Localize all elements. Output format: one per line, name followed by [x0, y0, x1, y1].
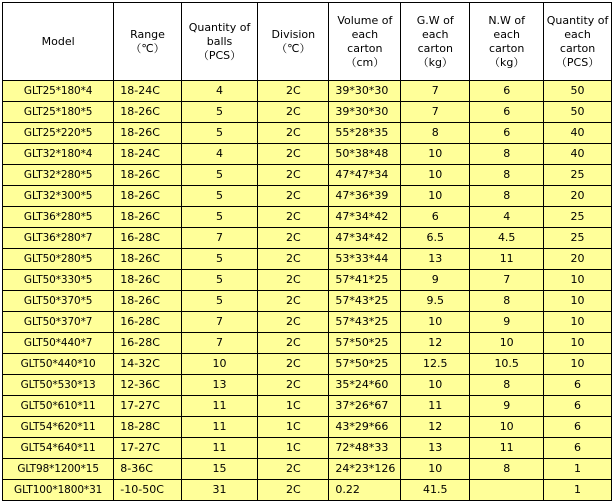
quantity-cell: 1	[544, 459, 612, 480]
header-model-line: Model	[41, 34, 75, 48]
range-cell: 18-26C	[114, 249, 181, 270]
volume-cell: 39*30*30	[329, 81, 401, 102]
balls-cell: 10	[181, 354, 258, 375]
balls-cell: 5	[181, 207, 258, 228]
header-volume-line: each	[351, 27, 379, 41]
gross-weight-cell: 12	[401, 333, 470, 354]
quantity-cell: 6	[544, 375, 612, 396]
quantity-cell: 6	[544, 438, 612, 459]
model-cell: GLT50*610*11	[3, 396, 114, 417]
volume-cell: 47*34*42	[329, 207, 401, 228]
header-net-weight	[470, 3, 544, 81]
quantity-cell: 10	[544, 312, 612, 333]
gross-weight-cell: 12	[401, 417, 470, 438]
model-cell: GLT50*370*7	[3, 312, 114, 333]
balls-cell: 11	[181, 438, 258, 459]
range-cell: 18-28C	[114, 417, 181, 438]
range-cell: 8-36C	[114, 459, 181, 480]
model-cell: GLT32*300*5	[3, 186, 114, 207]
header-row	[3, 3, 612, 81]
volume-cell: 47*36*39	[329, 186, 401, 207]
model-cell: GLT100*1800*31	[3, 480, 114, 501]
net-weight-cell: 8	[470, 375, 544, 396]
quantity-cell: 20	[544, 249, 612, 270]
header-nw-line: （kg）	[489, 55, 525, 69]
model-cell: GLT32*280*5	[3, 165, 114, 186]
balls-cell: 5	[181, 123, 258, 144]
header-gw-line: （kg）	[417, 55, 453, 69]
range-cell: 17-27C	[114, 396, 181, 417]
balls-cell: 4	[181, 144, 258, 165]
table-row	[3, 354, 612, 375]
range-cell: 18-26C	[114, 270, 181, 291]
header-range-line: Range	[130, 27, 165, 41]
header-nw-line: each	[493, 27, 520, 41]
volume-cell: 47*47*34	[329, 165, 401, 186]
range-cell: 12-36C	[114, 375, 181, 396]
volume-cell: 53*33*44	[329, 249, 401, 270]
volume-cell: 72*48*33	[329, 438, 401, 459]
division-cell: 2C	[258, 312, 329, 333]
table-row	[3, 102, 612, 123]
model-cell: GLT32*180*4	[3, 144, 114, 165]
range-cell: 18-26C	[114, 207, 181, 228]
division-cell: 2C	[258, 144, 329, 165]
balls-cell: 11	[181, 396, 258, 417]
range-cell: 18-26C	[114, 102, 181, 123]
header-quantity	[544, 3, 612, 81]
header-qty-line: （PCS）	[555, 55, 600, 69]
model-cell: GLT50*440*10	[3, 354, 114, 375]
table-body	[3, 81, 612, 501]
range-cell: 18-24C	[114, 81, 181, 102]
net-weight-cell: 6	[470, 102, 544, 123]
model-cell: GLT25*180*5	[3, 102, 114, 123]
gross-weight-cell: 8	[401, 123, 470, 144]
table-row	[3, 144, 612, 165]
division-cell: 2C	[258, 81, 329, 102]
table-row	[3, 249, 612, 270]
header-balls-line: balls	[206, 34, 233, 48]
division-cell: 2C	[258, 459, 329, 480]
gross-weight-cell: 6.5	[401, 228, 470, 249]
table-row	[3, 228, 612, 249]
table-row	[3, 417, 612, 438]
volume-cell: 57*50*25	[329, 333, 401, 354]
quantity-cell: 50	[544, 102, 612, 123]
model-cell: GLT50*330*5	[3, 270, 114, 291]
table-row	[3, 333, 612, 354]
table-row	[3, 207, 612, 228]
quantity-cell: 10	[544, 354, 612, 375]
volume-cell: 47*34*42	[329, 228, 401, 249]
division-cell: 2C	[258, 333, 329, 354]
model-cell: GLT50*370*5	[3, 291, 114, 312]
volume-cell: 37*26*67	[329, 396, 401, 417]
header-nw-line: N.W of	[488, 13, 526, 27]
model-cell: GLT25*220*5	[3, 123, 114, 144]
net-weight-cell	[470, 480, 544, 501]
balls-cell: 7	[181, 333, 258, 354]
division-cell: 2C	[258, 102, 329, 123]
volume-cell: 57*50*25	[329, 354, 401, 375]
net-weight-cell: 11	[470, 438, 544, 459]
table-row	[3, 480, 612, 501]
header-balls	[181, 3, 258, 81]
header-volume-line: Volume of	[337, 13, 393, 27]
balls-cell: 4	[181, 81, 258, 102]
header-qty-line: carton	[559, 41, 596, 55]
division-cell: 2C	[258, 270, 329, 291]
model-cell: GLT54*640*11	[3, 438, 114, 459]
specifications-table	[2, 2, 612, 501]
net-weight-cell: 10.5	[470, 354, 544, 375]
model-cell: GLT98*1200*15	[3, 459, 114, 480]
gross-weight-cell: 41.5	[401, 480, 470, 501]
division-cell: 1C	[258, 417, 329, 438]
table-row	[3, 123, 612, 144]
net-weight-cell: 10	[470, 333, 544, 354]
volume-cell: 57*41*25	[329, 270, 401, 291]
quantity-cell: 1	[544, 480, 612, 501]
division-cell: 2C	[258, 375, 329, 396]
net-weight-cell: 4.5	[470, 228, 544, 249]
quantity-cell: 40	[544, 123, 612, 144]
volume-cell: 39*30*30	[329, 102, 401, 123]
net-weight-cell: 4	[470, 207, 544, 228]
quantity-cell: 20	[544, 186, 612, 207]
quantity-cell: 10	[544, 333, 612, 354]
division-cell: 2C	[258, 165, 329, 186]
range-cell: 16-28C	[114, 228, 181, 249]
balls-cell: 5	[181, 249, 258, 270]
net-weight-cell: 8	[470, 291, 544, 312]
quantity-cell: 10	[544, 270, 612, 291]
header-balls-line: （PCS）	[197, 48, 242, 62]
model-cell: GLT36*280*7	[3, 228, 114, 249]
balls-cell: 11	[181, 417, 258, 438]
volume-cell: 55*28*35	[329, 123, 401, 144]
range-cell: 18-26C	[114, 123, 181, 144]
balls-cell: 5	[181, 186, 258, 207]
header-gw-line: carton	[417, 41, 453, 55]
model-cell: GLT50*530*13	[3, 375, 114, 396]
header-qty-line: Quantity of	[546, 13, 609, 27]
range-cell: 16-28C	[114, 312, 181, 333]
gross-weight-cell: 10	[401, 186, 470, 207]
table-row	[3, 312, 612, 333]
gross-weight-cell: 10	[401, 459, 470, 480]
range-cell: -10-50C	[114, 480, 181, 501]
header-nw-line: carton	[489, 41, 525, 55]
table-row	[3, 186, 612, 207]
gross-weight-cell: 7	[401, 81, 470, 102]
balls-cell: 5	[181, 291, 258, 312]
range-cell: 16-28C	[114, 333, 181, 354]
net-weight-cell: 8	[470, 144, 544, 165]
range-cell: 14-32C	[114, 354, 181, 375]
division-cell: 2C	[258, 354, 329, 375]
header-gw-line: G.W of	[416, 13, 454, 27]
balls-cell: 5	[181, 270, 258, 291]
division-cell: 1C	[258, 438, 329, 459]
table-row	[3, 270, 612, 291]
header-model	[3, 3, 114, 81]
division-cell: 2C	[258, 228, 329, 249]
gross-weight-cell: 9	[401, 270, 470, 291]
balls-cell: 13	[181, 375, 258, 396]
header-qty-line: each	[564, 27, 591, 41]
table-row	[3, 81, 612, 102]
net-weight-cell: 6	[470, 123, 544, 144]
gross-weight-cell: 10	[401, 144, 470, 165]
quantity-cell: 6	[544, 417, 612, 438]
header-range	[114, 3, 181, 81]
balls-cell: 31	[181, 480, 258, 501]
net-weight-cell: 9	[470, 312, 544, 333]
volume-cell: 0.22	[329, 480, 401, 501]
balls-cell: 15	[181, 459, 258, 480]
header-gross-weight	[401, 3, 470, 81]
table-row	[3, 396, 612, 417]
header-gw-line: each	[422, 27, 449, 41]
header-range-line: （℃）	[130, 41, 165, 55]
quantity-cell: 25	[544, 165, 612, 186]
balls-cell: 7	[181, 228, 258, 249]
gross-weight-cell: 10	[401, 312, 470, 333]
net-weight-cell: 8	[470, 186, 544, 207]
gross-weight-cell: 10	[401, 165, 470, 186]
gross-weight-cell: 12.5	[401, 354, 470, 375]
division-cell: 1C	[258, 396, 329, 417]
header-division-line: Division	[271, 27, 316, 41]
header-balls-line: Quantity of	[188, 20, 251, 34]
quantity-cell: 10	[544, 291, 612, 312]
net-weight-cell: 7	[470, 270, 544, 291]
model-cell: GLT25*180*4	[3, 81, 114, 102]
volume-cell: 57*43*25	[329, 312, 401, 333]
net-weight-cell: 10	[470, 417, 544, 438]
balls-cell: 5	[181, 165, 258, 186]
header-volume-line: （cm）	[345, 55, 385, 69]
volume-cell: 57*43*25	[329, 291, 401, 312]
division-cell: 2C	[258, 249, 329, 270]
volume-cell: 43*29*66	[329, 417, 401, 438]
quantity-cell: 50	[544, 81, 612, 102]
model-cell: GLT50*280*5	[3, 249, 114, 270]
division-cell: 2C	[258, 207, 329, 228]
gross-weight-cell: 6	[401, 207, 470, 228]
table-row	[3, 291, 612, 312]
net-weight-cell: 8	[470, 165, 544, 186]
volume-cell: 50*38*48	[329, 144, 401, 165]
model-cell: GLT54*620*11	[3, 417, 114, 438]
quantity-cell: 6	[544, 396, 612, 417]
division-cell: 2C	[258, 186, 329, 207]
balls-cell: 5	[181, 102, 258, 123]
table-row	[3, 459, 612, 480]
gross-weight-cell: 11	[401, 396, 470, 417]
net-weight-cell: 11	[470, 249, 544, 270]
net-weight-cell: 6	[470, 81, 544, 102]
balls-cell: 7	[181, 312, 258, 333]
net-weight-cell: 9	[470, 396, 544, 417]
volume-cell: 35*24*60	[329, 375, 401, 396]
gross-weight-cell: 9.5	[401, 291, 470, 312]
table-row	[3, 165, 612, 186]
quantity-cell: 25	[544, 228, 612, 249]
range-cell: 18-26C	[114, 291, 181, 312]
table-row	[3, 438, 612, 459]
header-division-line: （℃）	[276, 41, 311, 55]
division-cell: 2C	[258, 123, 329, 144]
gross-weight-cell: 13	[401, 438, 470, 459]
range-cell: 18-26C	[114, 186, 181, 207]
model-cell: GLT50*440*7	[3, 333, 114, 354]
header-division	[258, 3, 329, 81]
header-volume	[329, 3, 401, 81]
header-volume-line: carton	[347, 41, 383, 55]
range-cell: 17-27C	[114, 438, 181, 459]
division-cell: 2C	[258, 291, 329, 312]
division-cell: 2C	[258, 480, 329, 501]
gross-weight-cell: 10	[401, 375, 470, 396]
table-row	[3, 375, 612, 396]
net-weight-cell: 8	[470, 459, 544, 480]
quantity-cell: 40	[544, 144, 612, 165]
range-cell: 18-26C	[114, 165, 181, 186]
gross-weight-cell: 13	[401, 249, 470, 270]
quantity-cell: 25	[544, 207, 612, 228]
range-cell: 18-24C	[114, 144, 181, 165]
model-cell: GLT36*280*5	[3, 207, 114, 228]
volume-cell: 24*23*126	[329, 459, 401, 480]
gross-weight-cell: 7	[401, 102, 470, 123]
